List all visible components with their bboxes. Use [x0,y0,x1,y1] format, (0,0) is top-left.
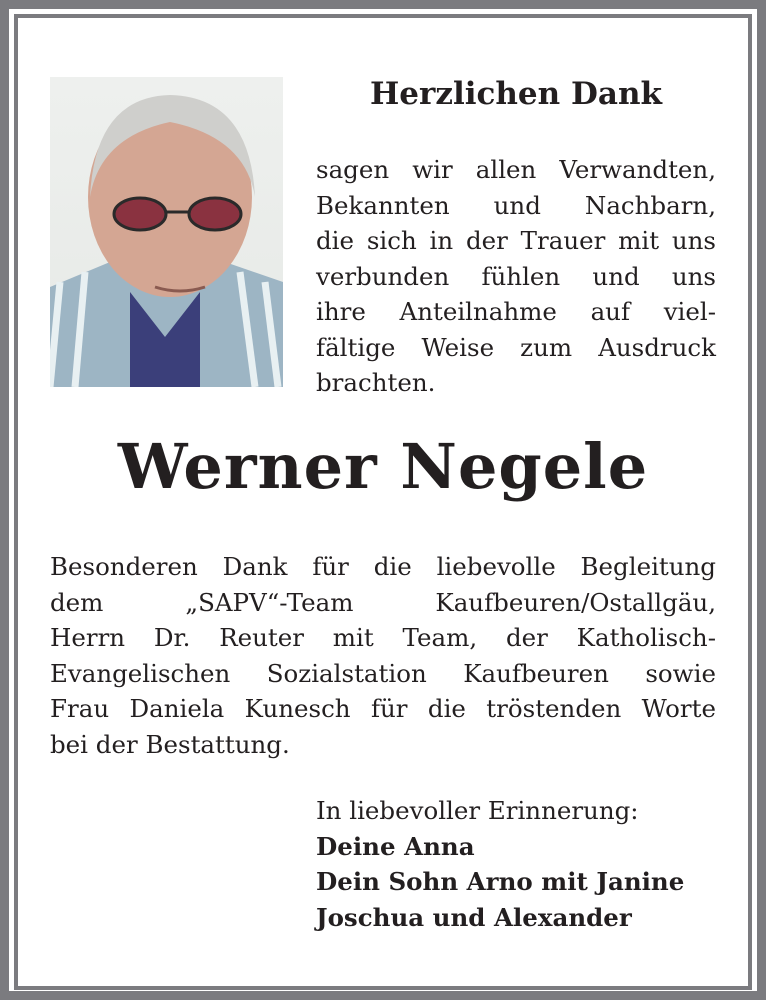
signature-block [316,793,684,935]
deceased-name: Werner Negele [117,430,649,503]
portrait-photo [50,77,283,387]
intro-line: sagen wir allen Verwandten, [316,155,716,184]
intro-text [316,152,716,401]
body-line: Frau Daniela Kunesch für die tröstenden Worte [50,694,716,723]
intro-line: brachten. [316,368,436,397]
intro-line: verbunden fühlen und uns [316,261,716,291]
body-line: Besonderen Dank für die liebevolle Begleitung [50,552,716,581]
body-line: Herrn Dr. Reuter mit Team, der Katholisch- [50,623,716,652]
closing-line: In liebevoller Erinnerung: [316,796,639,825]
intro-line: Bekannten und Nachbarn, [316,190,716,220]
heading: Herzlichen Dank [370,76,662,112]
body-line: dem „SAPV“-Team Kaufbeuren/Ostallgäu, [50,587,716,617]
intro-line: ihre Anteilnahme auf viel- [316,297,716,326]
body-line: Evangelischen Sozialstation Kaufbeuren sowie [50,658,716,688]
signature-line: Deine Anna [316,831,475,861]
signature-line: Joschua und Alexander [316,902,632,932]
intro-line: die sich in der Trauer mit uns [316,226,716,255]
body-line: bei der Bestattung. [50,729,290,759]
intro-line: fältige Weise zum Ausdruck [316,332,716,362]
thanks-text [50,549,716,762]
signature-line: Dein Sohn Arno mit Janine [316,867,685,896]
